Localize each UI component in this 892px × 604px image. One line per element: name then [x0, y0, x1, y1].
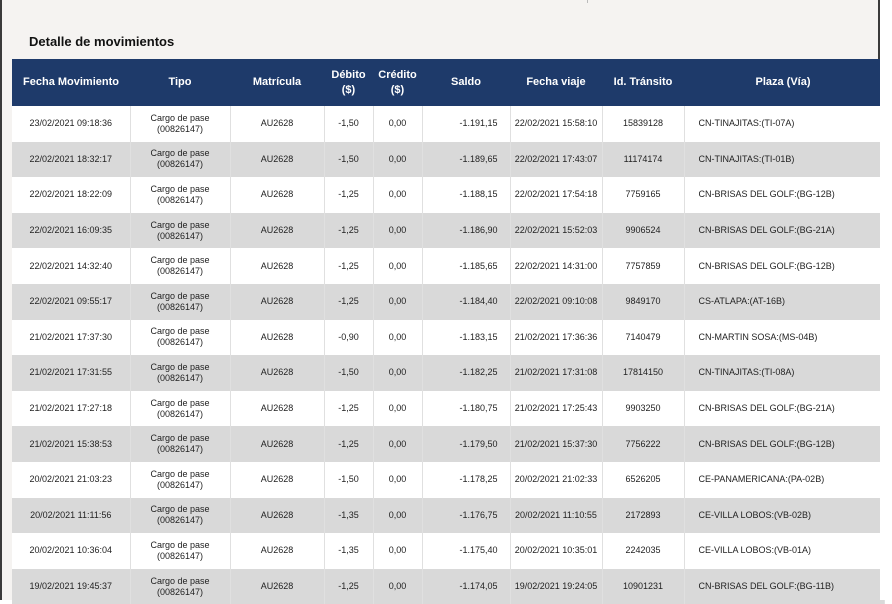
- tipo-line-2: (00826147): [156, 444, 204, 455]
- cell-matricula: AU2628: [230, 355, 324, 391]
- table-row: [12, 248, 884, 284]
- cell-transito: 7756222: [602, 426, 684, 462]
- cell-saldo: -1.188,15: [422, 177, 510, 213]
- tipo-line-2: (00826147): [156, 194, 204, 205]
- cell-transito: 9849170: [602, 284, 684, 320]
- cell-tipo: [130, 320, 230, 356]
- table-row: [12, 391, 884, 427]
- cell-transito: 9903250: [602, 391, 684, 427]
- cell-fecha: 19/02/2021 19:45:37: [12, 569, 130, 604]
- cell-plaza: CS-ATLAPA:(AT-16B): [684, 284, 884, 320]
- cell-transito: 7757859: [602, 248, 684, 284]
- cell-plaza: CE-VILLA LOBOS:(VB-01A): [684, 533, 884, 569]
- cell-matricula: AU2628: [230, 426, 324, 462]
- cell-fecha-viaje: 21/02/2021 17:25:43: [510, 391, 602, 427]
- cell-transito: 9906524: [602, 213, 684, 249]
- cell-credito: 0,00: [373, 391, 422, 427]
- cell-saldo: -1.179,50: [422, 426, 510, 462]
- cell-matricula: AU2628: [230, 177, 324, 213]
- cell-plaza: CN-BRISAS DEL GOLF:(BG-12B): [684, 426, 884, 462]
- cell-plaza: CN-BRISAS DEL GOLF:(BG-21A): [684, 391, 884, 427]
- table-body: [12, 106, 884, 604]
- cell-matricula: AU2628: [230, 462, 324, 498]
- cell-saldo: -1.176,75: [422, 498, 510, 534]
- cell-saldo: -1.183,15: [422, 320, 510, 356]
- cell-matricula: AU2628: [230, 533, 324, 569]
- cell-fecha-viaje: 22/02/2021 15:58:10: [510, 106, 602, 142]
- credito-label: Crédito: [378, 68, 417, 81]
- cell-plaza: CN-BRISAS DEL GOLF:(BG-12B): [684, 248, 884, 284]
- cell-fecha: 21/02/2021 15:38:53: [12, 426, 130, 462]
- cell-fecha-viaje: 22/02/2021 15:52:03: [510, 213, 602, 249]
- cell-saldo: -1.175,40: [422, 533, 510, 569]
- cell-tipo: [130, 569, 230, 604]
- col-header-plaza[interactable]: Plaza (Vía): [684, 59, 884, 106]
- cell-transito: 7140479: [602, 320, 684, 356]
- cell-debito: -1,25: [324, 177, 373, 213]
- cell-saldo: -1.174,05: [422, 569, 510, 604]
- tipo-line-2: (00826147): [156, 159, 204, 170]
- cell-tipo: [130, 213, 230, 249]
- cell-debito: -0,90: [324, 320, 373, 356]
- cell-saldo: -1.185,65: [422, 248, 510, 284]
- table-row: [12, 426, 884, 462]
- cell-credito: 0,00: [373, 177, 422, 213]
- cell-tipo: [130, 177, 230, 213]
- cell-saldo: -1.182,25: [422, 355, 510, 391]
- section-title: Detalle de movimientos: [29, 34, 175, 49]
- cell-debito: -1,50: [324, 142, 373, 178]
- tipo-line-2: (00826147): [156, 372, 204, 383]
- cell-fecha-viaje: 21/02/2021 15:37:30: [510, 426, 602, 462]
- cell-matricula: AU2628: [230, 142, 324, 178]
- cell-matricula: AU2628: [230, 320, 324, 356]
- cell-fecha-viaje: 20/02/2021 21:02:33: [510, 462, 602, 498]
- cell-debito: -1,50: [324, 106, 373, 142]
- col-header-debito[interactable]: [324, 59, 373, 106]
- cell-plaza: CE-VILLA LOBOS:(VB-02B): [684, 498, 884, 534]
- cell-plaza: CN-TINAJITAS:(TI-08A): [684, 355, 884, 391]
- divider-tick: [587, 0, 588, 3]
- cell-debito: -1,25: [324, 391, 373, 427]
- cell-fecha: 21/02/2021 17:27:18: [12, 391, 130, 427]
- cell-fecha: 20/02/2021 10:36:04: [12, 533, 130, 569]
- tipo-line-1: Cargo de pase: [150, 255, 210, 266]
- cell-plaza: CN-BRISAS DEL GOLF:(BG-21A): [684, 213, 884, 249]
- tipo-line-1: Cargo de pase: [150, 575, 210, 586]
- cell-plaza: CN-TINAJITAS:(TI-07A): [684, 106, 884, 142]
- cell-transito: 10901231: [602, 569, 684, 604]
- cell-fecha-viaje: 20/02/2021 11:10:55: [510, 498, 602, 534]
- cell-tipo: [130, 462, 230, 498]
- movements-table: [12, 59, 885, 604]
- cell-tipo: [130, 391, 230, 427]
- cell-fecha-viaje: 22/02/2021 14:31:00: [510, 248, 602, 284]
- tipo-line-2: (00826147): [156, 586, 204, 597]
- cell-debito: -1,25: [324, 569, 373, 604]
- cell-plaza: CN-TINAJITAS:(TI-01B): [684, 142, 884, 178]
- cell-matricula: AU2628: [230, 569, 324, 604]
- table-header-row: [12, 59, 884, 106]
- cell-credito: 0,00: [373, 320, 422, 356]
- cell-credito: 0,00: [373, 106, 422, 142]
- cell-matricula: AU2628: [230, 391, 324, 427]
- cell-debito: -1,35: [324, 498, 373, 534]
- table-row: [12, 142, 884, 178]
- cell-fecha-viaje: 20/02/2021 10:35:01: [510, 533, 602, 569]
- col-header-fecha[interactable]: Fecha Movimiento: [12, 59, 130, 106]
- tipo-line-1: Cargo de pase: [150, 219, 210, 230]
- tipo-line-2: (00826147): [156, 515, 204, 526]
- table-row: [12, 498, 884, 534]
- cell-plaza: CE-PANAMERICANA:(PA-02B): [684, 462, 884, 498]
- cell-debito: -1,25: [324, 248, 373, 284]
- cell-tipo: [130, 142, 230, 178]
- cell-debito: -1,50: [324, 462, 373, 498]
- cell-debito: -1,25: [324, 284, 373, 320]
- cell-matricula: AU2628: [230, 284, 324, 320]
- tipo-line-2: (00826147): [156, 301, 204, 312]
- cell-fecha: 23/02/2021 09:18:36: [12, 106, 130, 142]
- tipo-line-1: Cargo de pase: [150, 290, 210, 301]
- cell-fecha: 22/02/2021 18:32:17: [12, 142, 130, 178]
- cell-tipo: [130, 533, 230, 569]
- cell-saldo: -1.180,75: [422, 391, 510, 427]
- cell-tipo: [130, 248, 230, 284]
- col-header-fecha-viaje[interactable]: Fecha viaje: [510, 59, 602, 106]
- cell-saldo: -1.191,15: [422, 106, 510, 142]
- cell-transito: 2242035: [602, 533, 684, 569]
- table-row: [12, 533, 884, 569]
- cell-fecha-viaje: 21/02/2021 17:31:08: [510, 355, 602, 391]
- tipo-line-1: Cargo de pase: [150, 112, 210, 123]
- cell-tipo: [130, 426, 230, 462]
- cell-fecha: 21/02/2021 17:31:55: [12, 355, 130, 391]
- debito-unit: ($): [341, 83, 356, 96]
- cell-transito: 15839128: [602, 106, 684, 142]
- credito-unit: ($): [390, 83, 405, 96]
- cell-fecha: 20/02/2021 21:03:23: [12, 462, 130, 498]
- col-header-credito[interactable]: [373, 59, 422, 106]
- cell-matricula: AU2628: [230, 106, 324, 142]
- tipo-line-2: (00826147): [156, 479, 204, 490]
- cell-tipo: [130, 498, 230, 534]
- tipo-line-2: (00826147): [156, 123, 204, 134]
- cell-credito: 0,00: [373, 498, 422, 534]
- cell-saldo: -1.186,90: [422, 213, 510, 249]
- cell-fecha: 22/02/2021 18:22:09: [12, 177, 130, 213]
- table-row: [12, 284, 884, 320]
- cell-transito: 2172893: [602, 498, 684, 534]
- table-row: [12, 213, 884, 249]
- debito-label: Débito: [331, 68, 366, 81]
- cell-fecha: 22/02/2021 14:32:40: [12, 248, 130, 284]
- tipo-line-1: Cargo de pase: [150, 148, 210, 159]
- tipo-line-1: Cargo de pase: [150, 504, 210, 515]
- cell-matricula: AU2628: [230, 213, 324, 249]
- cell-saldo: -1.184,40: [422, 284, 510, 320]
- tipo-line-2: (00826147): [156, 337, 204, 348]
- cell-debito: -1,50: [324, 355, 373, 391]
- tipo-line-2: (00826147): [156, 266, 204, 277]
- cell-debito: -1,35: [324, 533, 373, 569]
- tipo-line-1: Cargo de pase: [150, 326, 210, 337]
- tipo-line-1: Cargo de pase: [150, 433, 210, 444]
- cell-credito: 0,00: [373, 284, 422, 320]
- cell-transito: 17814150: [602, 355, 684, 391]
- cell-plaza: CN-MARTIN SOSA:(MS-04B): [684, 320, 884, 356]
- cell-credito: 0,00: [373, 142, 422, 178]
- cell-credito: 0,00: [373, 462, 422, 498]
- cell-fecha: 21/02/2021 17:37:30: [12, 320, 130, 356]
- col-header-saldo[interactable]: Saldo: [422, 59, 510, 106]
- tipo-line-1: Cargo de pase: [150, 539, 210, 550]
- table-row: [12, 177, 884, 213]
- cell-transito: 7759165: [602, 177, 684, 213]
- cell-credito: 0,00: [373, 355, 422, 391]
- tipo-line-1: Cargo de pase: [150, 468, 210, 479]
- cell-transito: 6526205: [602, 462, 684, 498]
- cell-matricula: AU2628: [230, 248, 324, 284]
- cell-tipo: [130, 355, 230, 391]
- tipo-line-1: Cargo de pase: [150, 183, 210, 194]
- cell-credito: 0,00: [373, 213, 422, 249]
- table-row: [12, 320, 884, 356]
- cell-fecha-viaje: 22/02/2021 09:10:08: [510, 284, 602, 320]
- cell-fecha: 22/02/2021 16:09:35: [12, 213, 130, 249]
- cell-credito: 0,00: [373, 533, 422, 569]
- cell-fecha: 22/02/2021 09:55:17: [12, 284, 130, 320]
- cell-saldo: -1.178,25: [422, 462, 510, 498]
- cell-fecha-viaje: 19/02/2021 19:24:05: [510, 569, 602, 604]
- table-row: [12, 462, 884, 498]
- cell-tipo: [130, 284, 230, 320]
- table-row: [12, 106, 884, 142]
- cell-tipo: [130, 106, 230, 142]
- col-header-transito[interactable]: Id. Tránsito: [602, 59, 684, 106]
- col-header-tipo[interactable]: Tipo: [130, 59, 230, 106]
- page-margin: [880, 0, 892, 600]
- cell-fecha-viaje: 21/02/2021 17:36:36: [510, 320, 602, 356]
- cell-saldo: -1.189,65: [422, 142, 510, 178]
- tipo-line-2: (00826147): [156, 408, 204, 419]
- cell-plaza: CN-BRISAS DEL GOLF:(BG-12B): [684, 177, 884, 213]
- tipo-line-2: (00826147): [156, 550, 204, 561]
- cell-credito: 0,00: [373, 569, 422, 604]
- table-row: [12, 569, 884, 604]
- cell-fecha-viaje: 22/02/2021 17:43:07: [510, 142, 602, 178]
- cell-plaza: CN-BRISAS DEL GOLF:(BG-11B): [684, 569, 884, 604]
- cell-debito: -1,25: [324, 213, 373, 249]
- col-header-matricula[interactable]: Matrícula: [230, 59, 324, 106]
- cell-credito: 0,00: [373, 426, 422, 462]
- cell-fecha: 20/02/2021 11:11:56: [12, 498, 130, 534]
- cell-debito: -1,25: [324, 426, 373, 462]
- tipo-line-1: Cargo de pase: [150, 361, 210, 372]
- cell-credito: 0,00: [373, 248, 422, 284]
- tipo-line-1: Cargo de pase: [150, 397, 210, 408]
- tipo-line-2: (00826147): [156, 230, 204, 241]
- cell-matricula: AU2628: [230, 498, 324, 534]
- cell-fecha-viaje: 22/02/2021 17:54:18: [510, 177, 602, 213]
- cell-transito: 11174174: [602, 142, 684, 178]
- table-row: [12, 355, 884, 391]
